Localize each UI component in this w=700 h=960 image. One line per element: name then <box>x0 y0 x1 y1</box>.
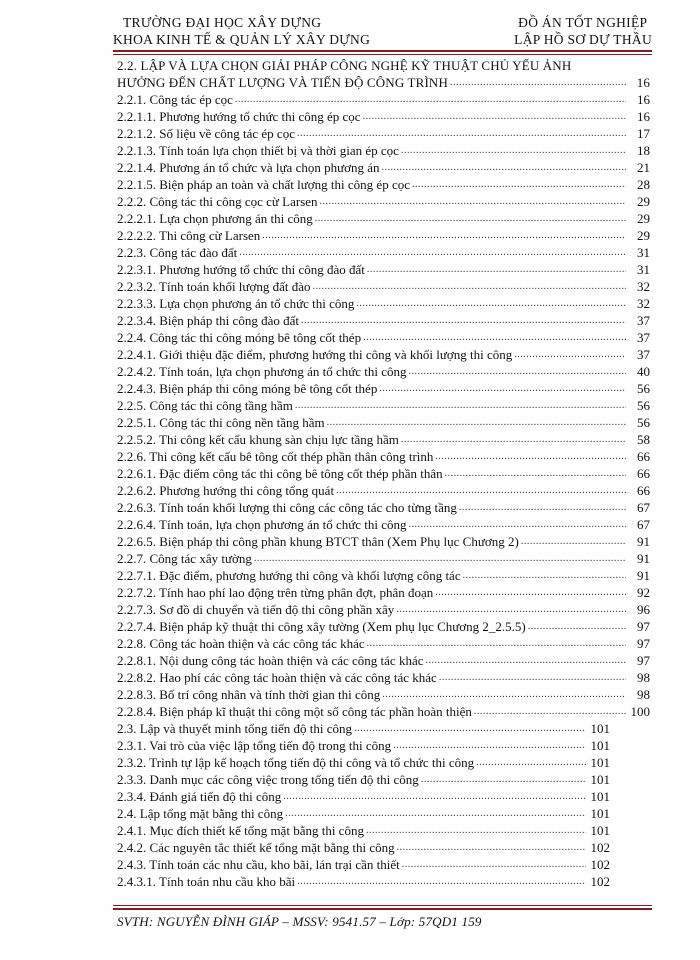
toc-entry[interactable] <box>117 482 654 499</box>
toc-entry-title: 2.2.5.2. Thi công kết cấu khung sàn chịu lực tầng hầm <box>117 432 399 447</box>
toc-entry-title: 2.2.5. Công tác thi công tầng hầm <box>117 398 293 413</box>
toc-leader-dots <box>363 329 626 346</box>
document-type: ĐỒ ÁN TỐT NGHIỆP <box>518 15 648 30</box>
toc-page-number: 96 <box>637 602 650 617</box>
toc-page-number: 102 <box>590 840 610 855</box>
toc-entry[interactable] <box>117 822 614 839</box>
toc-entry-title: 2.2.8. Công tác hoàn thiện và các công tác khác <box>117 636 365 651</box>
toc-entry[interactable] <box>117 754 614 771</box>
toc-leader-dots <box>297 125 626 142</box>
toc-leader-dots <box>401 142 626 159</box>
toc-leader-dots <box>254 550 626 567</box>
toc-entry-title: 2.2.6. Thi công kết cấu bê tông cốt thép phần thân công trình <box>117 449 434 464</box>
toc-leader-dots <box>514 346 626 363</box>
toc-entry-title: 2.2.4.2. Tính toán, lựa chọn phương án tổ chức thi công <box>117 364 407 379</box>
toc-entry-title: 2.2.2.1. Lựa chọn phương án thi công <box>117 211 313 226</box>
toc-entry[interactable] <box>117 788 614 805</box>
toc-entry-title: 2.4. Lập tổng mặt bằng thi công <box>117 806 284 821</box>
toc-entry-title: 2.2.1.4. Phương án tổ chức và lựa chọn phương án <box>117 160 380 175</box>
toc-page-number: 66 <box>637 483 650 498</box>
toc-leader-dots <box>439 669 626 686</box>
toc-entry-title: 2.4.1. Mục đích thiết kế tổng mặt bằng thi công <box>117 823 364 838</box>
toc-entry-title: 2.2.1.1. Phương hướng tổ chức thi công ép cọc <box>117 109 361 124</box>
toc-entry[interactable] <box>117 414 654 431</box>
toc-entry[interactable] <box>117 312 654 329</box>
toc-entry[interactable] <box>117 465 654 482</box>
toc-page-number: 97 <box>637 636 650 651</box>
toc-entry-title: 2.2.6.4. Tính toán, lựa chọn phương án tổ chức thi công <box>117 517 407 532</box>
toc-entry[interactable] <box>117 873 614 890</box>
toc-leader-dots <box>327 414 626 431</box>
toc-leader-dots <box>285 805 586 822</box>
toc-entry[interactable] <box>117 244 654 261</box>
toc-leader-dots <box>409 363 626 380</box>
toc-entry-title: 2.2.4. Công tác thi công móng bê tông cốt thép <box>117 330 362 345</box>
toc-page-number: 101 <box>590 789 610 804</box>
toc-leader-dots <box>445 465 626 482</box>
toc-page-number: 101 <box>590 772 610 787</box>
toc-leader-dots <box>235 91 626 108</box>
toc-leader-dots <box>320 193 626 210</box>
toc-heading-line2: HƯỞNG ĐẾN CHẤT LƯỢNG VÀ TIẾN ĐỘ CÔNG TRÌNH <box>117 75 449 90</box>
toc-entry-title: 2.2.5.1. Công tác thi công nền tầng hầm <box>117 415 325 430</box>
toc-entry[interactable] <box>117 91 654 108</box>
toc-page-number: 37 <box>637 347 650 362</box>
page-header <box>113 14 652 48</box>
toc-leader-dots <box>382 159 626 176</box>
toc-page-number: 37 <box>637 313 650 328</box>
toc-leader-dots <box>283 788 586 805</box>
toc-leader-dots <box>409 516 626 533</box>
toc-entry[interactable] <box>117 227 654 244</box>
toc-page-number: 17 <box>637 126 650 141</box>
toc-entry[interactable] <box>117 108 654 125</box>
toc-leader-dots <box>528 618 626 635</box>
toc-leader-dots <box>450 74 626 91</box>
toc-entry[interactable] <box>117 278 654 295</box>
toc-entry[interactable] <box>117 805 614 822</box>
toc-leader-dots <box>521 533 626 550</box>
toc-leader-dots <box>315 210 626 227</box>
toc-entry-title: 2.2.3.4. Biện pháp thi công đào đất <box>117 313 299 328</box>
header-rule-thick <box>113 50 652 52</box>
footer-rule-thick <box>113 908 652 910</box>
toc-leader-dots <box>367 635 626 652</box>
toc-leader-dots <box>367 261 626 278</box>
toc-page-number: 66 <box>637 449 650 464</box>
toc-leader-dots <box>397 839 586 856</box>
toc-entry[interactable] <box>117 839 614 856</box>
toc-entry-title: 2.2.2. Công tác thi công cọc cừ Larsen <box>117 194 318 209</box>
toc-leader-dots <box>363 108 626 125</box>
toc-entry[interactable] <box>117 550 654 567</box>
header-rule-thin <box>113 54 652 55</box>
toc-page-number: 56 <box>637 415 650 430</box>
toc-entry-title: 2.2.7. Công tác xây tường <box>117 551 252 566</box>
toc-page-number: 98 <box>637 687 650 702</box>
toc-entry[interactable] <box>117 669 654 686</box>
toc-page-number: 66 <box>637 466 650 481</box>
toc-entry-title: 2.2.4.3. Biện pháp thi công móng bê tông cốt thép <box>117 381 378 396</box>
toc-leader-dots <box>425 652 626 669</box>
toc-page-number: 58 <box>637 432 650 447</box>
toc-leader-dots <box>262 227 626 244</box>
toc-page-number: 100 <box>630 704 650 719</box>
toc-entry-title: 2.2.8.3. Bố trí công nhân và tính thời gian thi công <box>117 687 381 702</box>
toc-entry-title: 2.2.3.3. Lựa chọn phương án tổ chức thi công <box>117 296 355 311</box>
toc-entry[interactable] <box>117 601 654 618</box>
toc-heading-line1: 2.2. LẬP VÀ LỰA CHỌN GIẢI PHÁP CÔNG NGHỆ KỸ THUẬT CHỦ YẾU ẢNH <box>117 58 572 73</box>
toc-entry-title: 2.2.8.4. Biện pháp kĩ thuật thi công một số công tác phần hoàn thiện <box>117 704 472 719</box>
toc-entry[interactable] <box>117 618 654 635</box>
toc-entry[interactable] <box>117 142 654 159</box>
toc-entry-title: 2.2.4.1. Giới thiệu đặc điểm, phương hướng thi công và khối lượng thi công <box>117 347 513 362</box>
toc-entry-title: 2.4.3. Tính toán các nhu cầu, kho bãi, lán trại cần thiết <box>117 857 400 872</box>
toc-page-number: 91 <box>637 568 650 583</box>
toc-page-number: 91 <box>637 534 650 549</box>
toc-page-number: 16 <box>636 75 650 90</box>
toc-entry[interactable] <box>117 193 654 210</box>
toc-entry-title: 2.2.2.2. Thi công cừ Larsen <box>117 228 261 243</box>
toc-entry[interactable] <box>117 567 654 584</box>
toc-entry[interactable] <box>117 771 614 788</box>
toc-leader-dots <box>412 176 626 193</box>
toc-entry[interactable] <box>117 159 654 176</box>
toc-leader-dots <box>476 754 586 771</box>
table-of-contents <box>117 57 654 890</box>
toc-page-number: 31 <box>637 262 650 277</box>
toc-page-number: 56 <box>637 381 650 396</box>
toc-entry-title: 2.2.7.4. Biện pháp kỹ thuật thi công xây tường (Xem phụ lục Chương 2_2.5.5) <box>117 619 526 634</box>
toc-page-number: 56 <box>637 398 650 413</box>
toc-entry[interactable] <box>117 499 654 516</box>
toc-leader-dots <box>336 482 626 499</box>
toc-entry-title: 2.3.2. Trình tự lập kế hoạch tổng tiến độ thi công và tổ chức thi công <box>117 755 475 770</box>
toc-page-number: 28 <box>637 177 650 192</box>
toc-leader-dots <box>382 686 626 703</box>
toc-leader-dots <box>459 499 626 516</box>
toc-list <box>117 91 654 890</box>
toc-leader-dots <box>435 448 626 465</box>
toc-entry[interactable] <box>117 686 654 703</box>
toc-page-number: 29 <box>637 194 650 209</box>
toc-page-number: 101 <box>590 738 610 753</box>
toc-page-number: 16 <box>637 92 650 107</box>
toc-entry[interactable] <box>117 125 654 142</box>
toc-leader-dots <box>396 601 626 618</box>
toc-entry[interactable] <box>117 261 654 278</box>
header-left <box>113 14 370 48</box>
toc-entry[interactable] <box>117 210 654 227</box>
toc-entry-title: 2.2.1. Công tác ép cọc <box>117 92 233 107</box>
toc-entry[interactable] <box>117 516 654 533</box>
toc-entry-title: 2.2.1.3. Tính toán lựa chọn thiết bị và thời gian ép cọc <box>117 143 399 158</box>
toc-entry-title: 2.2.6.2. Phương hướng thi công tổng quát <box>117 483 335 498</box>
toc-entry-title: 2.2.3.1. Phương hướng tổ chức thi công đào đất <box>117 262 365 277</box>
toc-page-number: 16 <box>637 109 650 124</box>
toc-entry[interactable] <box>117 431 654 448</box>
toc-page-number: 97 <box>637 653 650 668</box>
toc-leader-dots <box>356 295 626 312</box>
toc-leader-dots <box>421 771 586 788</box>
toc-leader-dots <box>295 397 626 414</box>
toc-entry-title: 2.4.2. Các nguyên tắc thiết kế tổng mặt bằng thi công <box>117 840 395 855</box>
toc-leader-dots <box>239 244 626 261</box>
toc-leader-dots <box>366 822 586 839</box>
toc-entry-title: 2.3. Lập và thuyết minh tổng tiến độ thi công <box>117 721 353 736</box>
toc-entry[interactable] <box>117 652 654 669</box>
toc-page-number: 32 <box>637 279 650 294</box>
toc-entry-title: 2.3.3. Danh mục các công việc trong tổng tiến độ thi công <box>117 772 419 787</box>
toc-page-number: 29 <box>637 228 650 243</box>
toc-entry-title: 2.3.4. Đánh giá tiến độ thi công <box>117 789 282 804</box>
toc-entry-title: 2.2.1.5. Biện pháp an toàn và chất lượng thi công ép cọc <box>117 177 410 192</box>
toc-page-number: 67 <box>637 500 650 515</box>
toc-entry-title: 2.2.3.2. Tính toán khối lượng đất đào <box>117 279 311 294</box>
toc-entry-title: 2.2.8.1. Nội dung công tác hoàn thiện và các công tác khác <box>117 653 424 668</box>
toc-leader-dots <box>463 567 626 584</box>
toc-entry[interactable] <box>117 720 614 737</box>
toc-page-number: 97 <box>637 619 650 634</box>
toc-leader-dots <box>402 856 586 873</box>
toc-entry-title: 2.2.1.2. Số liệu về công tác ép cọc <box>117 126 295 141</box>
toc-leader-dots <box>301 312 626 329</box>
footer-rule-thin <box>113 905 652 906</box>
toc-entry-title: 2.2.8.2. Hao phí các công tác hoàn thiện và các công tác khác <box>117 670 437 685</box>
toc-entry[interactable] <box>117 584 654 601</box>
toc-leader-dots <box>354 720 586 737</box>
toc-leader-dots <box>393 737 586 754</box>
toc-entry[interactable] <box>117 856 614 873</box>
toc-entry-title: 2.2.6.1. Đặc điểm công tác thi công bê tông cốt thép phần thân <box>117 466 443 481</box>
toc-entry[interactable] <box>117 448 654 465</box>
toc-leader-dots <box>297 873 586 890</box>
toc-entry-title: 2.3.1. Vai trò của việc lập tổng tiến độ trong thi công <box>117 738 392 753</box>
toc-leader-dots <box>435 584 626 601</box>
toc-page-number: 102 <box>590 874 610 889</box>
toc-entry[interactable] <box>117 176 654 193</box>
toc-leader-dots <box>379 380 626 397</box>
toc-entry[interactable] <box>117 737 614 754</box>
toc-page-number: 37 <box>637 330 650 345</box>
toc-page-number: 18 <box>637 143 650 158</box>
toc-entry[interactable] <box>117 397 654 414</box>
toc-page-number: 101 <box>590 806 610 821</box>
toc-page-number: 31 <box>637 245 650 260</box>
document-subtitle: LẬP HỒ SƠ DỰ THẦU <box>514 32 652 47</box>
toc-page-number: 29 <box>637 211 650 226</box>
toc-entry[interactable] <box>117 329 654 346</box>
toc-leader-dots <box>313 278 627 295</box>
toc-page-number: 98 <box>637 670 650 685</box>
toc-entry-title: 2.2.6.3. Tính toán khối lượng thi công các công tác cho từng tầng <box>117 500 457 515</box>
toc-page-number: 102 <box>590 857 610 872</box>
toc-page-number: 92 <box>637 585 650 600</box>
toc-entry[interactable] <box>117 703 654 720</box>
toc-entry-title: 2.2.3. Công tác đào đất <box>117 245 238 260</box>
toc-entry[interactable] <box>117 346 654 363</box>
toc-page-number: 91 <box>637 551 650 566</box>
toc-entry[interactable] <box>117 533 654 550</box>
faculty-name: KHOA KINH TẾ & QUẢN LÝ XÂY DỰNG <box>113 32 371 47</box>
toc-leader-dots <box>401 431 626 448</box>
toc-entry[interactable] <box>117 363 654 380</box>
toc-page-number: 101 <box>590 823 610 838</box>
toc-page-number: 21 <box>637 160 650 175</box>
toc-leader-dots <box>474 703 626 720</box>
university-name: TRƯỜNG ĐẠI HỌC XÂY DỰNG <box>123 15 322 30</box>
toc-page-number: 67 <box>637 517 650 532</box>
toc-entry[interactable] <box>117 380 654 397</box>
header-right <box>514 14 652 48</box>
page-footer: SVTH: NGUYỄN ĐÌNH GIÁP – MSSV: 9541.57 – Lớp: 57QD1 159 <box>117 914 482 929</box>
toc-entry-title: 2.2.7.1. Đặc điểm, phương hướng thi công và khối lượng công tác <box>117 568 461 583</box>
toc-entry[interactable] <box>117 295 654 312</box>
toc-page-number: 101 <box>590 755 610 770</box>
toc-entry-title: 2.2.7.2. Tính hao phí lao động trên từng phân đợt, phân đoạn <box>117 585 434 600</box>
toc-page-number: 101 <box>590 721 610 736</box>
toc-page-number: 32 <box>637 296 650 311</box>
toc-entry[interactable] <box>117 635 654 652</box>
toc-page-number: 40 <box>637 364 650 379</box>
toc-entry-title: 2.2.6.5. Biện pháp thi công phần khung BTCT thân (Xem Phụ lục Chương 2) <box>117 534 519 549</box>
toc-entry-title: 2.4.3.1. Tính toán nhu cầu kho bãi <box>117 874 296 889</box>
toc-section-heading[interactable] <box>117 57 654 91</box>
toc-entry-title: 2.2.7.3. Sơ đồ di chuyển và tiến độ thi công phần xây <box>117 602 395 617</box>
